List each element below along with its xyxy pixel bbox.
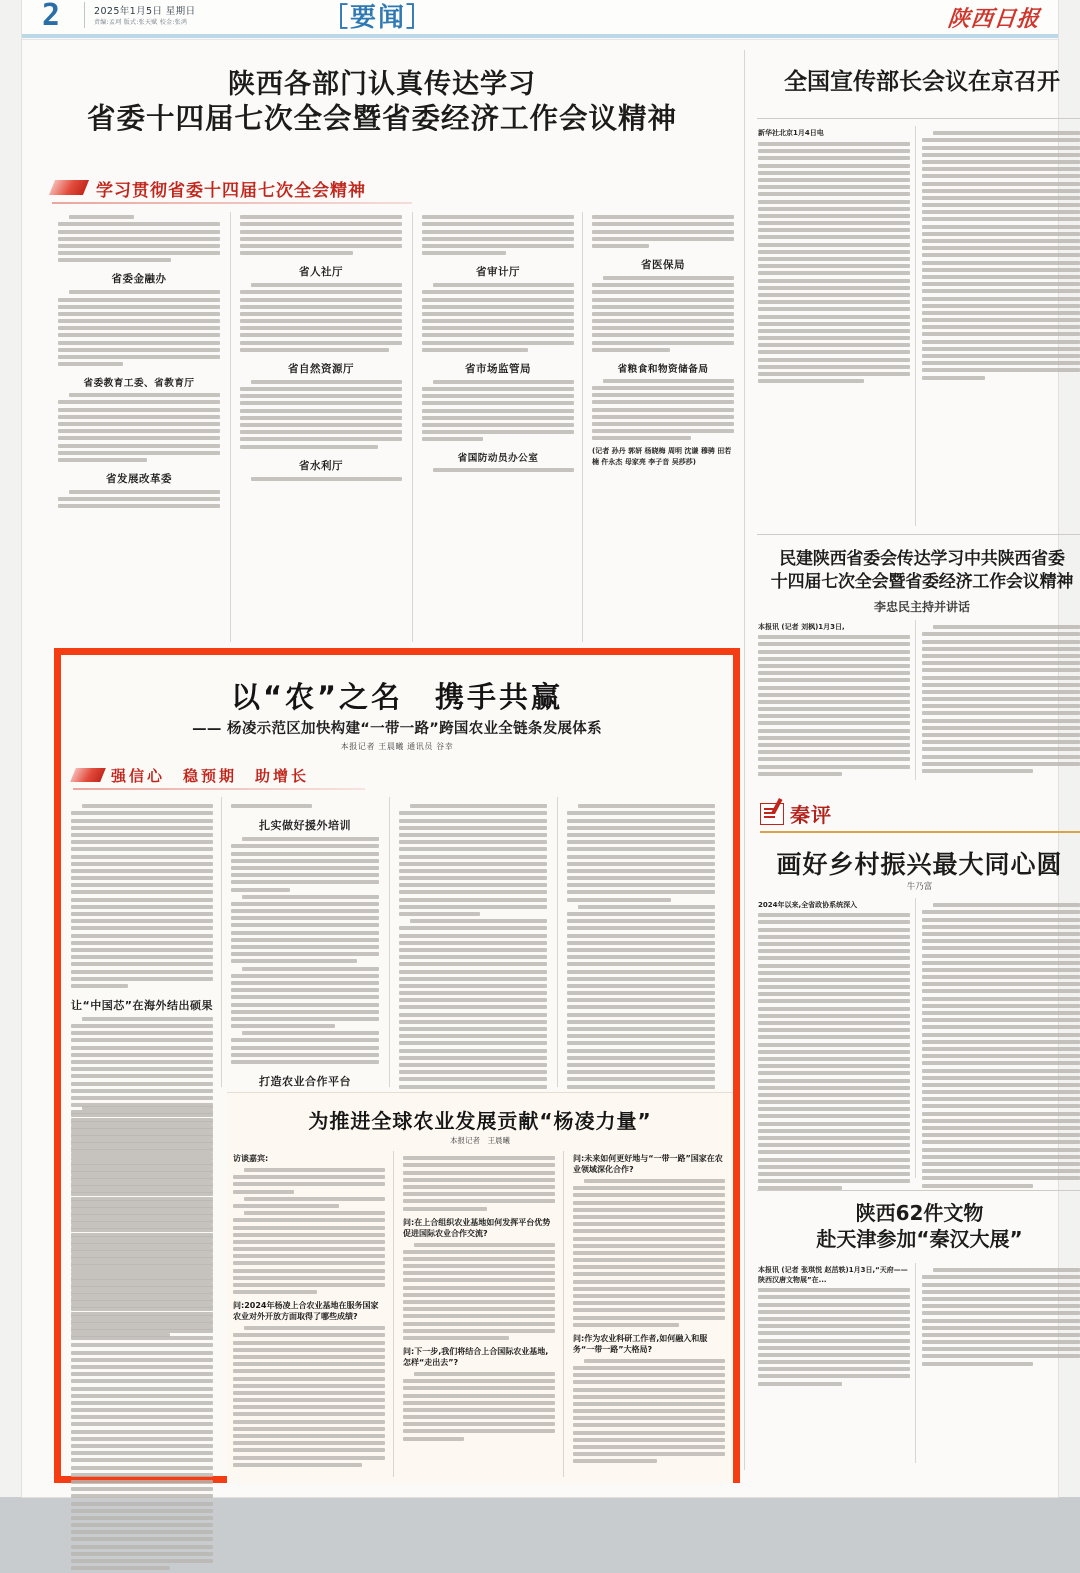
feature-title: 以“农”之名 携手共赢 [230,680,564,714]
feature-subhead-1: 扎实做好援外培训 [259,819,351,833]
feature-subtitle: —— 杨凌示范区加快构建“一带一路”跨国农业全链条发展体系 [192,721,602,737]
interview-question-5: 问:作为农业科研工作者,如何融入和服务“一带一路”大格局? [573,1333,708,1354]
feature-band-underline [73,788,365,790]
subhead-7: 省市场监管局 [465,362,531,375]
masthead-rule [22,34,1058,38]
interview-col-3 [573,1153,725,1467]
right-headline-4-line2: 赴天津参加“秦汉大展” [816,1227,1023,1251]
commentary-col1 [758,900,910,1194]
feature-band-slash-icon [70,768,106,782]
feature-col-5 [71,1103,213,1573]
subhead-3: 省人社厅 [299,266,343,279]
commentary-badge [760,800,1080,834]
subhead-8: 省国防动员办公室 [457,453,539,465]
interview-question-1: 问:2024年杨凌上合农业基地在服务国家农业对外开放方面取得了哪些成绩? [233,1301,379,1322]
right-article2-col2 [922,622,1080,776]
right-headline-4 [757,1200,1080,1252]
feature-subhead-0: 让“中国芯”在海外结出硕果 [71,998,213,1012]
interview-panel [227,1092,733,1484]
paper-sheet [22,0,1074,1497]
newspaper-logo: 陕西日报 [946,6,1042,32]
subhead-10: 省粮食和物资储备局 [617,363,709,375]
editorial-credits: 责编:孟珂 版式:张天赋 校金:张鸿 [94,19,188,26]
right-column-rule-2 [915,620,916,780]
feature-subhead-2: 打造农业合作平台 [259,1075,351,1088]
right-article4-col2 [922,1265,1080,1369]
lead-reporters: (记者 孙丹 郭妍 杨晓梅 周明 沈谦 穆骋 田若楠 仵永杰 母家亮 李子音 吴莎莎) [592,447,732,467]
right-headline-4-line1: 陕西62件文物 [855,1201,984,1225]
lead-column-2 [240,212,402,484]
commentary-note-icon [760,803,784,825]
right-column-rule-3 [915,898,916,1178]
publication-date: 2025年1月5日 星期日 [94,6,196,17]
commentary-dateline: 2024年以来,全省政协系统深入 [758,901,858,909]
column-rule-2 [412,212,413,642]
interview-byline: 本报记者 王晨曦 [450,1136,510,1145]
interview-question-4: 问:未来如何更好地与“一带一路”国家在农业领域深化合作? [573,1154,723,1174]
feature-section-band [73,765,373,789]
masthead [22,0,1058,34]
right-headline-1: 全国宣传部长会议在京召开 [784,69,1060,95]
subhead-5: 省水利厅 [299,459,343,472]
right-headline-2-line2: 十四届七次全会暨省委经济工作会议精神 [770,572,1074,592]
column-rule-3 [582,212,583,642]
band-slash-icon [49,180,89,195]
right-article1-dateline: 新华社北京1月4日电 [758,129,824,137]
interview-col-1 [233,1153,385,1470]
interview-question-3: 问:下一步,我们将结合上合国际农业基地,怎样“走出去”? [403,1346,549,1367]
lead-headline [32,68,732,136]
column-rule-1 [230,212,231,642]
masthead-divider [84,2,85,28]
lead-headline-line2: 省委十四届七次全会暨省委经济工作会议精神 [86,102,677,135]
right-column-rule-1 [915,126,916,526]
right-article1-col2 [922,128,1080,383]
right-article2-byline: 李忠民主持并讲话 [873,600,970,614]
right-headline-2 [757,548,1080,594]
subhead-4: 省自然资源厅 [288,362,354,375]
feature-byline: 本报记者 王晨曦 通讯员 谷幸 [340,742,454,751]
band-label: 学习贯彻省委十四届七次全会精神 [96,181,366,201]
right-article2-col1 [758,622,910,779]
interview-guest-label: 访谈嘉宾: [233,1154,269,1163]
interview-title: 为推进全球农业发展贡献“杨凌力量” [308,1109,652,1133]
interview-question-2: 问:在上合组织农业基地如何发挥平台优势促进国际农业合作交流? [403,1217,551,1238]
lead-column-4 [592,212,734,468]
lead-column-1 [58,212,220,511]
commentary-rule [760,831,1080,833]
interview-col-2 [403,1153,555,1444]
section-title: ［要闻］ [322,3,435,33]
band-underline [52,202,412,204]
lead-column-3 [422,212,574,476]
subhead-9: 省医保局 [641,258,685,271]
right-article4-dateline: 本报讯 (记者 张琪悦 赵茁轶)1月3日,“天府——陕西汉唐文物展”在... [758,1266,908,1284]
page-number: 2 [42,0,60,33]
masthead-rule-thin [22,39,1058,40]
highlighted-feature-article[interactable] [54,648,740,1483]
subhead-2: 省发展改革委 [106,472,172,485]
right-column-rule-4 [915,1263,916,1463]
commentary-badge-label: 秦评 [790,803,832,827]
commentary-col2 [922,900,1080,1191]
lead-headline-line1: 陕西各部门认真传达学习 [228,69,536,100]
commentary-author: 牛乃富 [906,882,933,892]
subhead-0: 省委金融办 [111,273,167,286]
subhead-6: 省审计厅 [476,266,520,279]
main-section-rule [744,50,745,1470]
commentary-headline: 画好乡村振兴最大同心圆 [776,850,1063,879]
feature-band-label: 强信心 稳预期 助增长 [111,767,310,785]
right-headline-2-line1: 民建陕西省委会传达学习中共陕西省委 [779,549,1065,569]
section-band [52,176,422,202]
right-article4-col1 [758,1265,910,1389]
subhead-1: 省委教育工委、省教育厅 [83,378,195,390]
right-article1-col1 [758,128,910,386]
right-article2-dateline: 本报讯 (记者 刘枫)1月3日, [758,623,845,631]
